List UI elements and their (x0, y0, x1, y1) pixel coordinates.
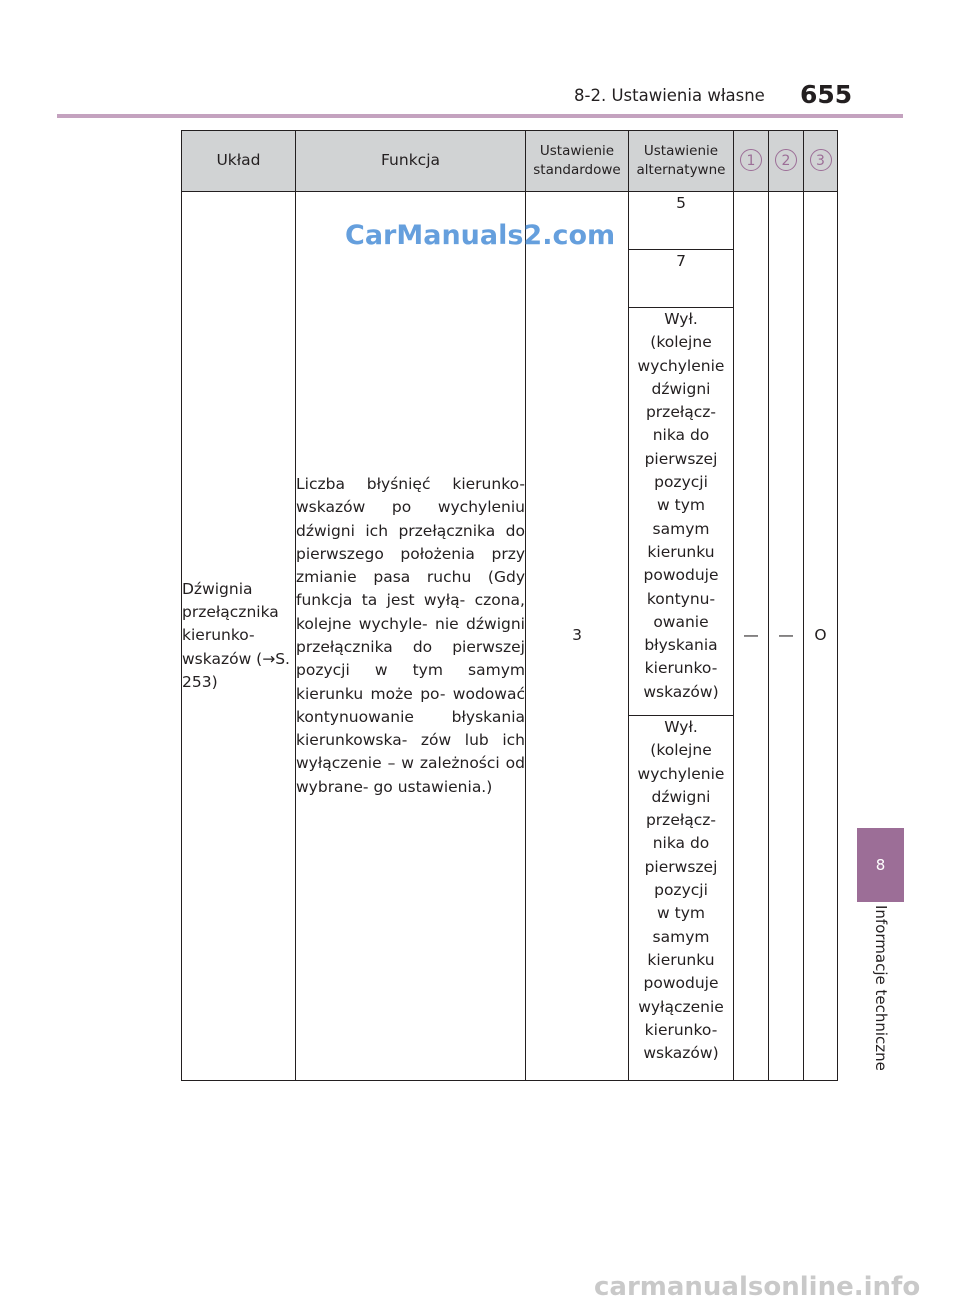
chapter-title-vertical (857, 905, 904, 1095)
col-header-default: Ustawienie standardowe (526, 131, 629, 192)
col-header-1 (734, 131, 769, 192)
table-header-row (182, 131, 838, 192)
page-number: 655 (800, 80, 853, 109)
cell-function: Liczba błyśnięć kierunko- wskazów po wychyleniu dźwigni ich przełącznika do pierwszego położenia przy zmianie pasa ruchu (Gdy funkcja ta jest wyłą- czona, kolejne wychyle- nie dźwigni przełącznika do pierwszej pozycji w tym samym kierunku może po- wodować kontynuowanie błyskania kierunkowska- zów lub ich wyłączenie – w zależności od wybrane- go ustawienia.) (296, 192, 526, 1081)
circled-3-icon: 3 (810, 149, 832, 171)
cell-alternative-4: Wył. (kolejne wychylenie dźwigni przełącz- nika do pierwszej pozycji w tym samym kierunku powoduje wyłączenie kierunko- wskazów) (629, 716, 734, 1081)
col-header-system: Układ (182, 131, 296, 192)
settings-table (181, 130, 838, 1081)
col-header-3 (804, 131, 838, 192)
cell-alternative-3: Wył. (kolejne wychylenie dźwigni przełącz- nika do pierwszej pozycji w tym samym kierunku powoduje kontynu- owanie błyskania kierunko- wskazów) (629, 308, 734, 716)
page-header-section: 8-2. Ustawienia własne (574, 86, 765, 105)
header-divider (57, 114, 903, 118)
watermark-top: CarManuals2.com (345, 220, 616, 251)
col-header-2 (769, 131, 804, 192)
cell-col-3: O (804, 192, 838, 1081)
cell-system: Dźwignia przełącznika kierunko- wskazów (→S. 253) (182, 192, 296, 1081)
cell-col-2: — (769, 192, 804, 1081)
chapter-tab[interactable] (857, 828, 904, 902)
cell-default: 3 (526, 192, 629, 1081)
col-header-function: Funkcja (296, 131, 526, 192)
col-header-alternative: Ustawienie alternatywne (629, 131, 734, 192)
cell-alternative-1: 5 (629, 192, 734, 250)
circled-1-icon: 1 (740, 149, 762, 171)
circled-2-icon: 2 (775, 149, 797, 171)
cell-alternative-2: 7 (629, 250, 734, 308)
cell-col-1: — (734, 192, 769, 1081)
chapter-title: Informacje techniczne (871, 905, 890, 1071)
chapter-number: 8 (875, 856, 886, 874)
watermark-bottom: carmanualsonline.info (594, 1272, 921, 1302)
